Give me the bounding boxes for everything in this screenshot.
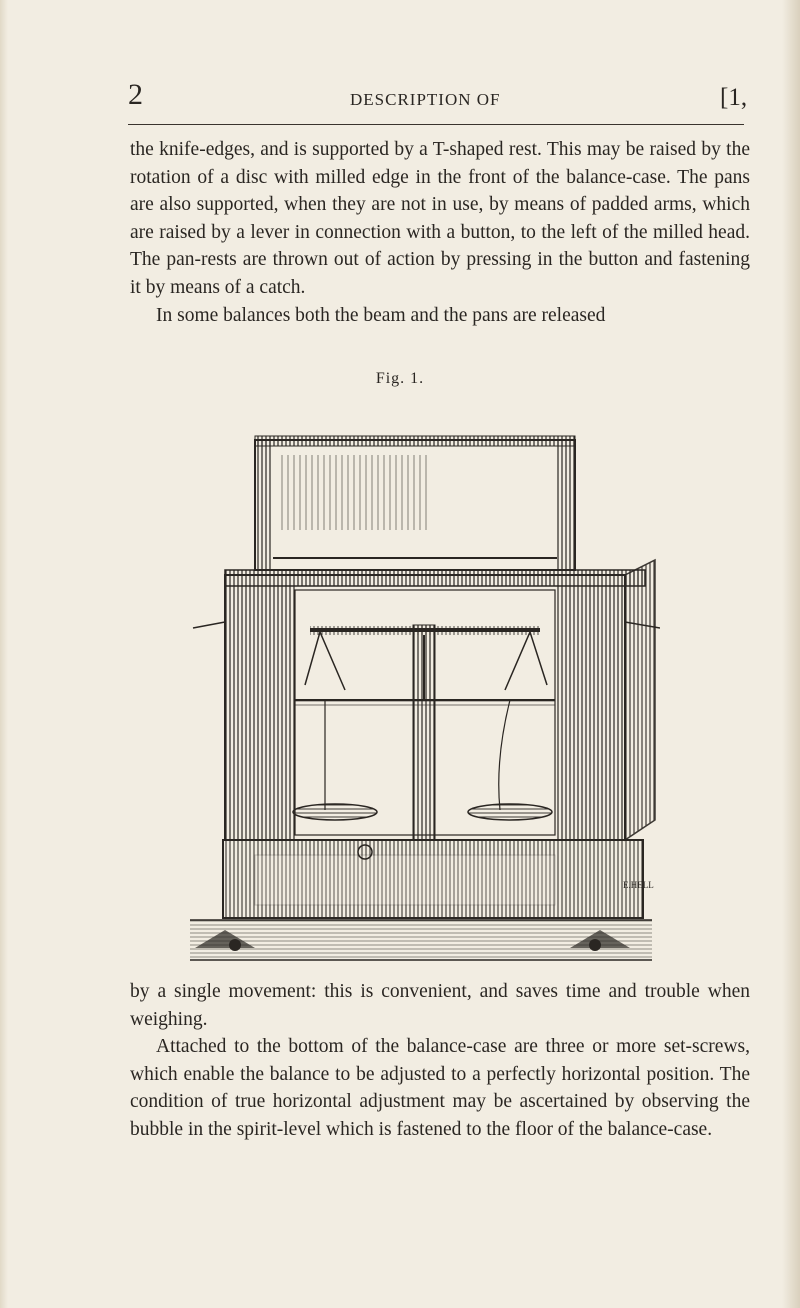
- balance-hood: [255, 436, 575, 570]
- running-head: DESCRIPTION OF: [350, 90, 501, 109]
- paragraph: by a single movement: this is convenient, and saves time and trouble when weighing.: [130, 981, 750, 1030]
- figure-caption: Fig. 1.: [375, 370, 425, 387]
- engraver-signature: E.HELL: [623, 880, 654, 890]
- balance-case-plinth: [223, 840, 643, 918]
- text-block-bottom: [130, 978, 750, 1144]
- balance-engraving: [185, 400, 660, 965]
- balance-interior: [293, 590, 555, 840]
- paragraph: the knife-edges, and is supported by a T-shaped rest. This may be raised by the rotation of a disc with milled edge in the front of the balance-case. The pans are also supported, when they are not in use, by means of padded arms, which are raised by a lever in connection with a button, to the left of the milled head. The pan-rests are thrown out of action by pressing in the button and fastening it by means of a catch.: [130, 139, 750, 298]
- paragraph: In some balances both the beam and the pans are released: [156, 304, 606, 326]
- header-rule: [128, 124, 744, 125]
- page-edge-right: [782, 0, 800, 1308]
- section-mark: [1,: [720, 84, 748, 111]
- balance-base: [190, 920, 652, 960]
- paragraph: Attached to the bottom of the balance-case are three or more set-screws, which enable the balance to be adjusted to a perfectly horizontal position. The condition of true horizontal adjustment may be ascertained by observing the bubble in the spirit-level which is fastened to the floor of the balance-case.: [130, 1036, 750, 1140]
- page-edge-left: [0, 0, 8, 1308]
- page-number: 2: [128, 78, 143, 111]
- text-block-top: [130, 136, 750, 329]
